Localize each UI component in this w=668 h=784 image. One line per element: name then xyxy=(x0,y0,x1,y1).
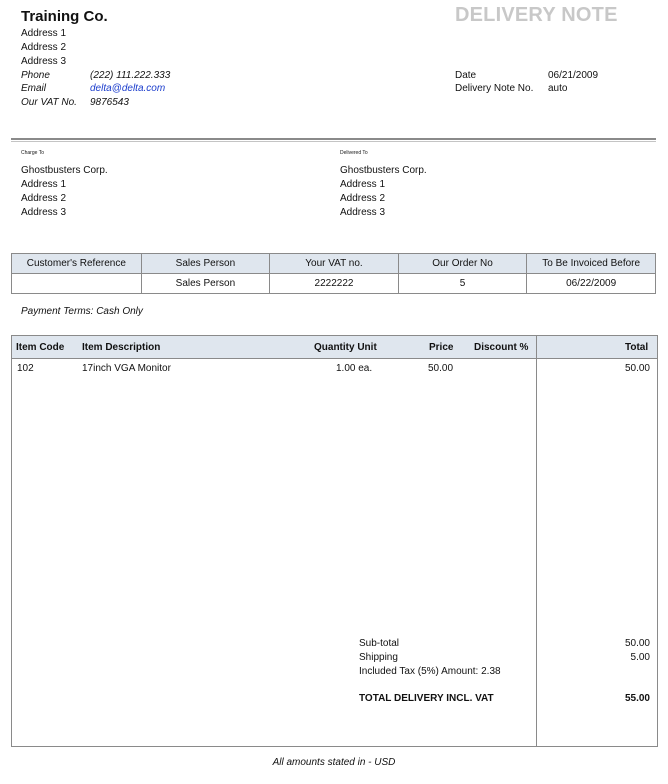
invoice-before-value: 06/22/2009 xyxy=(527,274,656,294)
quantity-unit-cell: 1.00 ea. xyxy=(336,363,373,374)
delivered-to-address-line: Address 3 xyxy=(340,207,386,218)
date-value: 06/21/2009 xyxy=(548,70,599,81)
customer-reference-header: Customer's Reference xyxy=(12,254,142,274)
subtotal-value: 50.00 xyxy=(624,638,650,649)
delivered-to-address-line: Address 2 xyxy=(340,193,386,204)
header-divider-light xyxy=(11,141,656,142)
charge-to-address-line: Address 3 xyxy=(21,207,67,218)
total-header: Total xyxy=(625,342,649,353)
items-header-row xyxy=(12,336,657,359)
discount-header: Discount % xyxy=(474,342,529,353)
quantity-unit-header: Quantity Unit xyxy=(314,342,377,353)
delivered-to-label: Delivered To xyxy=(340,150,368,156)
customer-reference-value xyxy=(12,274,142,294)
company-name: Training Co. xyxy=(21,8,108,25)
sales-person-header: Sales Person xyxy=(141,254,270,274)
charge-to-label: Charge To xyxy=(21,150,44,156)
item-description-cell: 17inch VGA Monitor xyxy=(82,363,171,374)
company-address-line: Address 3 xyxy=(21,56,67,67)
order-number-header: Our Order No xyxy=(398,254,527,274)
delivered-to-name: Ghostbusters Corp. xyxy=(340,165,427,176)
vat-label: Our VAT No. xyxy=(21,97,77,108)
charge-to-address-line: Address 2 xyxy=(21,193,67,204)
shipping-label: Shipping xyxy=(359,652,398,663)
email-label: Email xyxy=(21,83,47,94)
header-divider xyxy=(11,138,656,140)
reference-table xyxy=(11,253,656,294)
total-column-divider xyxy=(536,336,537,746)
price-header: Price xyxy=(429,342,454,353)
payment-terms: Payment Terms: Cash Only xyxy=(21,306,143,317)
order-number-value: 5 xyxy=(398,274,527,294)
vat-value: 9876543 xyxy=(90,97,129,108)
email-link[interactable]: delta@delta.com xyxy=(90,83,166,94)
delivery-note-number-value: auto xyxy=(548,83,568,94)
currency-footnote: All amounts stated in - USD xyxy=(272,757,396,768)
company-address-line: Address 1 xyxy=(21,28,67,39)
item-description-header: Item Description xyxy=(82,342,161,353)
charge-to-name: Ghostbusters Corp. xyxy=(21,165,108,176)
subtotal-label: Sub-total xyxy=(359,638,400,649)
items-table xyxy=(11,335,658,747)
delivered-to-address-line: Address 1 xyxy=(340,179,386,190)
charge-to-address-line: Address 1 xyxy=(21,179,67,190)
invoice-before-header: To Be Invoiced Before xyxy=(527,254,656,274)
price-cell: 50.00 xyxy=(428,363,454,374)
document-title: DELIVERY NOTE xyxy=(455,4,618,26)
your-vat-value: 2222222 xyxy=(270,274,399,294)
your-vat-header: Your VAT no. xyxy=(270,254,399,274)
company-address-line: Address 2 xyxy=(21,42,67,53)
sales-person-value: Sales Person xyxy=(141,274,270,294)
date-label: Date xyxy=(455,70,477,81)
item-code-cell: 102 xyxy=(17,363,34,374)
phone-value: (222) 111.222.333 xyxy=(90,70,171,81)
delivery-note-number-label: Delivery Note No. xyxy=(455,83,534,94)
reference-value-row xyxy=(12,274,656,294)
phone-label: Phone xyxy=(21,70,50,81)
grand-total-label: TOTAL DELIVERY INCL. VAT xyxy=(359,693,494,704)
line-total-cell: 50.00 xyxy=(624,363,650,374)
shipping-value: 5.00 xyxy=(630,652,650,663)
item-code-header: Item Code xyxy=(16,342,65,353)
grand-total-value: 55.00 xyxy=(624,693,650,704)
included-tax-label: Included Tax (5%) Amount: 2.38 xyxy=(359,666,501,677)
reference-header-row xyxy=(12,254,656,274)
